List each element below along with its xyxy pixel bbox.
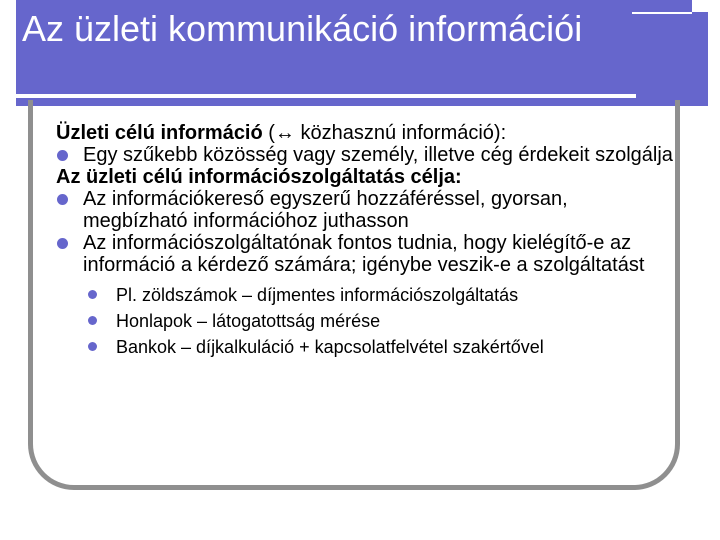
sub-bullet-item (56, 282, 676, 308)
slide-body (56, 122, 676, 360)
bullet-text: Az információkereső egyszerű hozzáféréssel, gyorsan, megbízható információhoz juthasson (83, 188, 568, 232)
bullet-text: Az információszolgáltatónak fontos tudnia, hogy kielégítő-e az információ a kérdező számára; igénybe veszik-e a szolgáltatást (83, 232, 645, 276)
sub-bullet-item (56, 334, 676, 360)
title-bar-edge (692, 12, 708, 106)
bullet-dot-icon (57, 194, 68, 205)
sub-bullet-dot-icon (88, 316, 97, 325)
bullet-dot-icon (57, 238, 68, 249)
sub-bullet-list (56, 282, 676, 360)
section-heading-note: (↔ közhasznú információ): (262, 122, 507, 144)
sub-bullet-dot-icon (88, 342, 97, 351)
bullet-item (56, 232, 676, 276)
sub-bullet-text: Honlapok – látogatottság mérése (116, 311, 381, 331)
slide-title: Az üzleti kommunikáció információi (22, 8, 583, 49)
sub-bullet-text: Bankok – díjkalkuláció + kapcsolatfelvétel szakértővel (116, 337, 544, 357)
sub-bullet-dot-icon (88, 290, 97, 299)
bullet-text: Egy szűkebb közösség vagy személy, illetve cég érdekeit szolgálja (83, 144, 673, 166)
title-underline (0, 94, 636, 98)
bullet-item (56, 144, 676, 166)
section-heading (56, 166, 676, 188)
bullet-item (56, 188, 676, 232)
section-heading-bold: Az üzleti célú információszolgáltatás célja: (56, 166, 462, 188)
section-heading (56, 122, 676, 144)
sub-bullet-text: Pl. zöldszámok – díjmentes információszolgáltatás (116, 285, 519, 305)
bullet-dot-icon (57, 150, 68, 161)
section-heading-bold: Üzleti célú információ (56, 122, 263, 144)
sub-bullet-item (56, 308, 676, 334)
